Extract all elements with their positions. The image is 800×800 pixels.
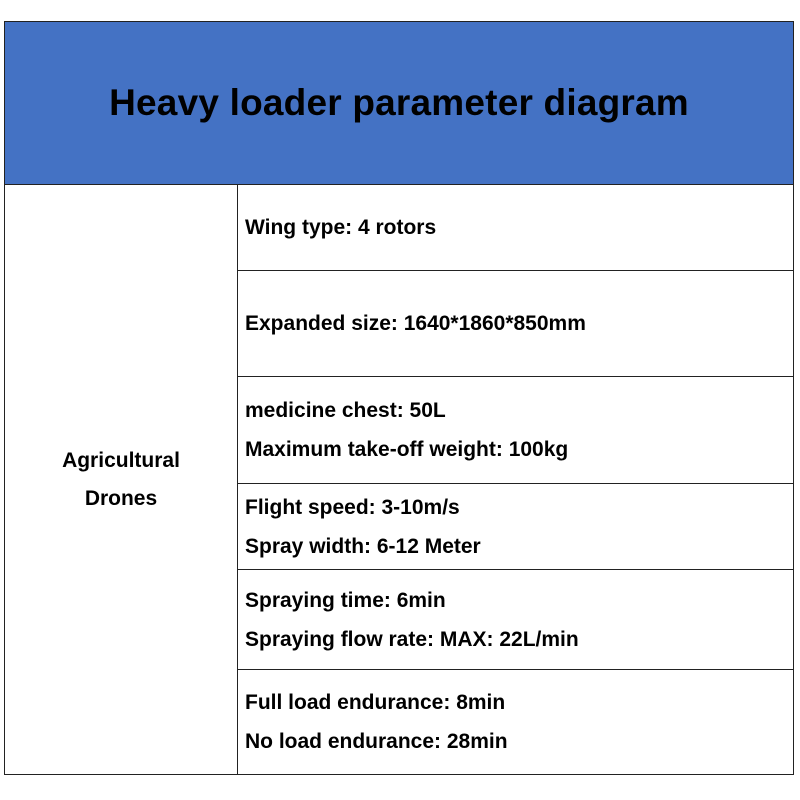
category-label-line1: Agricultural [62, 448, 180, 472]
page-title: Heavy loader parameter diagram [109, 82, 689, 123]
wing-type-text: Wing type: 4 rotors [245, 216, 437, 239]
parameter-table [4, 21, 794, 775]
max-takeoff-weight-text: Maximum take-off weight: 100kg [245, 438, 569, 461]
spraying-flow-rate-text: Spraying flow rate: MAX: 22L/min [245, 627, 579, 651]
spraying-time-text: Spraying time: 6min [245, 588, 446, 612]
spray-width-text: Spray width: 6-12 Meter [245, 534, 481, 558]
table-row-spraying [238, 570, 793, 670]
medicine-chest-text: medicine chest: 50L [245, 399, 446, 422]
category-label-line2: Drones [84, 486, 158, 510]
table-row-expanded-size [238, 271, 793, 377]
table-header [5, 22, 793, 185]
table-row-wing-type [238, 185, 793, 271]
parameter-rows [238, 185, 793, 774]
no-load-endurance-text: No load endurance: 28min [245, 730, 508, 753]
category-cell [5, 185, 238, 774]
full-load-endurance-text: Full load endurance: 8min [245, 691, 506, 714]
table-row-flight [238, 484, 793, 570]
table-row-capacity [238, 377, 793, 484]
expanded-size-text: Expanded size: 1640*1860*850mm [245, 312, 586, 335]
flight-speed-text: Flight speed: 3-10m/s [245, 495, 460, 519]
table-row-endurance [238, 670, 793, 774]
